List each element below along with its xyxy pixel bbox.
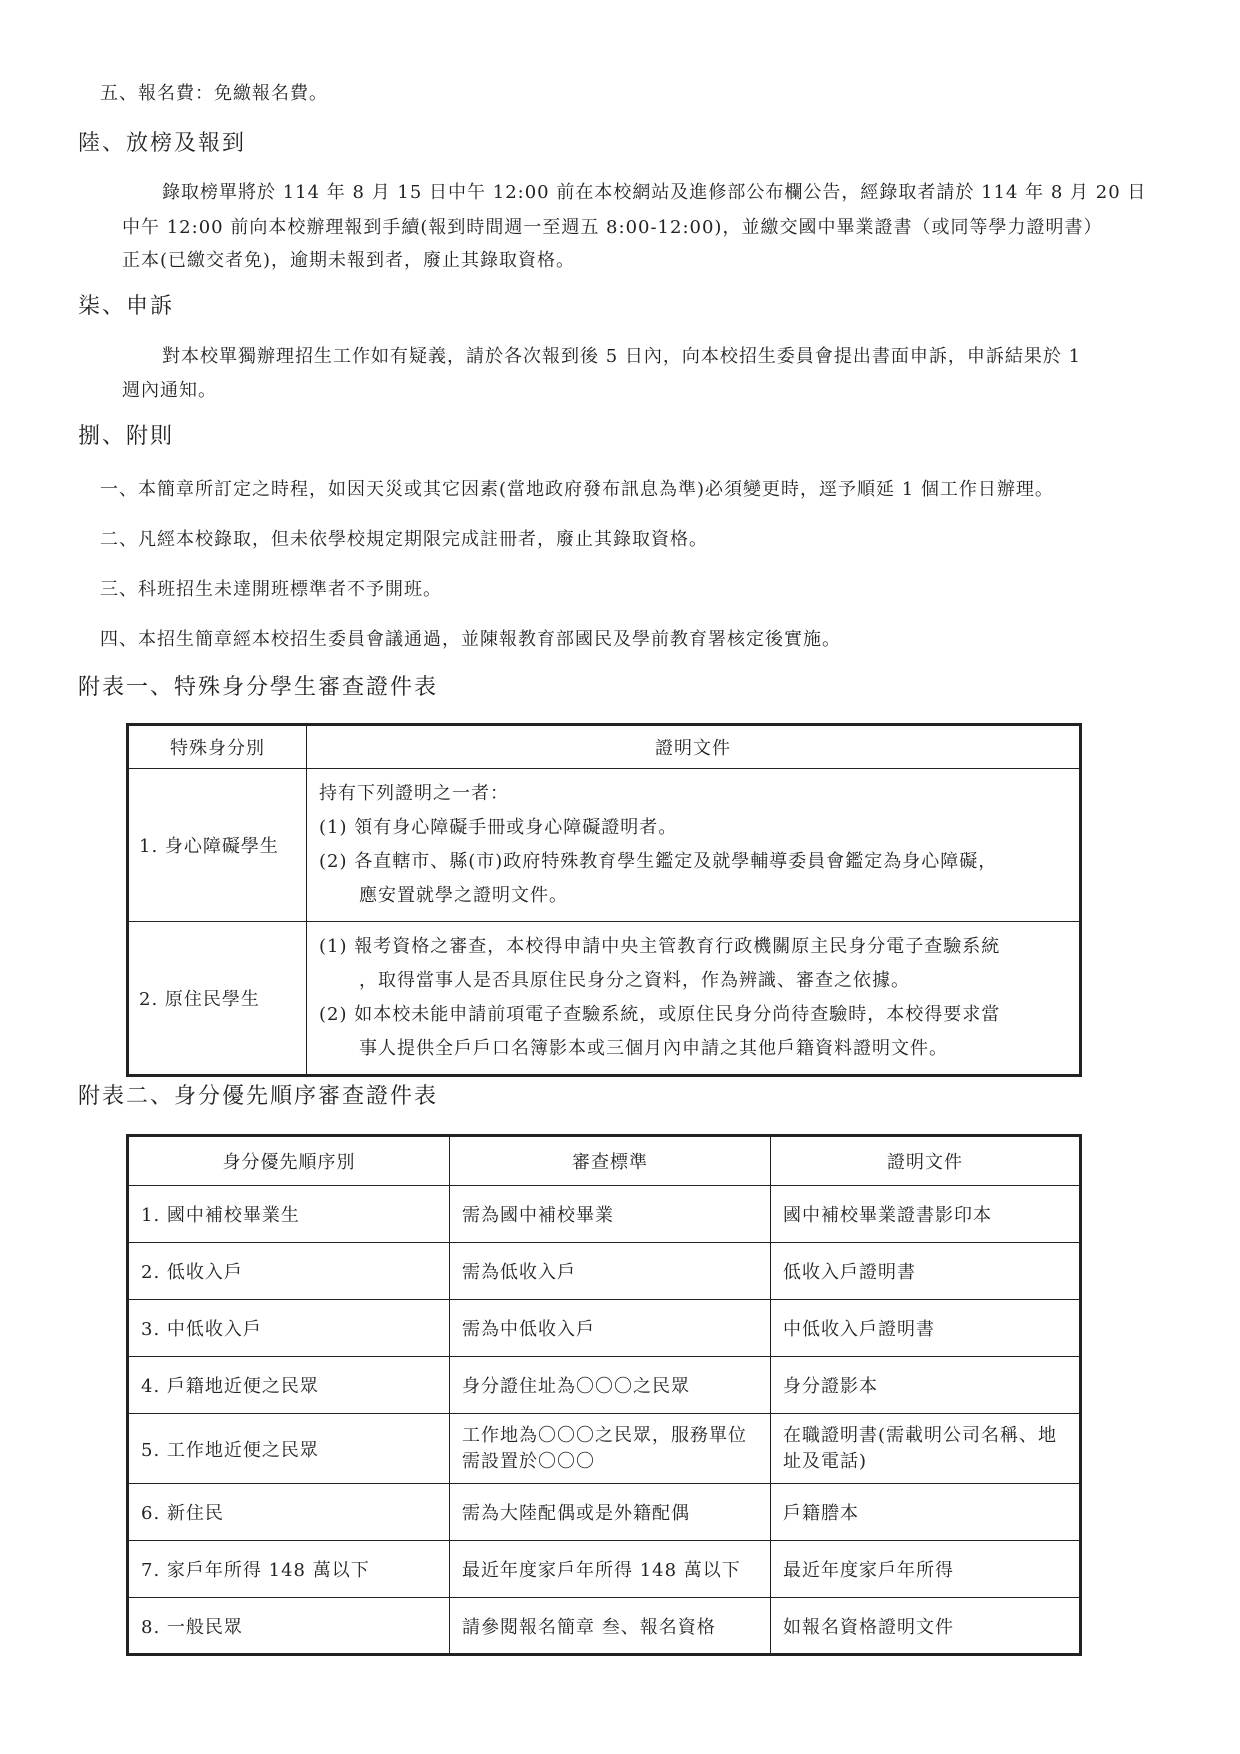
doc-line: (2) 如本校未能申請前項電子查驗系統，或原住民身分尚待查驗時，本校得要求當 <box>319 1004 1001 1025</box>
table-cell: 8. 一般民眾 <box>128 1598 450 1655</box>
section-8-item-3: 三、科班招生未達開班標準者不予開班。 <box>100 579 442 600</box>
table-cell: 需為大陸配偶或是外籍配偶 <box>450 1484 771 1541</box>
table-header-row <box>128 1136 1081 1186</box>
table-cell: 如報名資格證明文件 <box>771 1598 1081 1655</box>
table-header-cell: 證明文件 <box>771 1136 1081 1186</box>
table-cell: 在職證明書(需載明公司名稱、地址及電話) <box>771 1414 1081 1484</box>
table-cell: 中低收入戶證明書 <box>771 1300 1081 1357</box>
table-row <box>128 1541 1081 1598</box>
table-1-title: 附表一、特殊身分學生審查證件表 <box>78 675 439 700</box>
table-cell: 4. 戶籍地近便之民眾 <box>128 1357 450 1414</box>
table-cell: 戶籍謄本 <box>771 1484 1081 1541</box>
table-cell: 低收入戶證明書 <box>771 1243 1081 1300</box>
table-row <box>128 1484 1081 1541</box>
table-cell: 5. 工作地近便之民眾 <box>128 1414 450 1484</box>
table-header-cell: 特殊身分別 <box>128 725 307 769</box>
table-row <box>128 1186 1081 1243</box>
table-cell: 需為國中補校畢業 <box>450 1186 771 1243</box>
table-cell: 最近年度家戶年所得 <box>771 1541 1081 1598</box>
table-cell: 請參閱報名簡章 叁、報名資格 <box>450 1598 771 1655</box>
special-status-table <box>126 723 1082 1077</box>
doc-line: (1) 報考資格之審查，本校得申請中央主管教育行政機關原主民身分電子查驗系統 <box>319 936 1001 957</box>
table-cell: 身分證住址為〇〇〇之民眾 <box>450 1357 771 1414</box>
table-cell: 需為低收入戶 <box>450 1243 771 1300</box>
section-7-title: 柒、申訴 <box>78 294 175 319</box>
section-6-title: 陸、放榜及報到 <box>78 131 247 156</box>
section-7-para-line-1: 對本校單獨辦理招生工作如有疑義，請於各次報到後 5 日內，向本校招生委員會提出書面申訴，申訴結果於 1 <box>162 346 1082 367</box>
priority-status-table <box>126 1134 1082 1656</box>
doc-line: 應安置就學之證明文件。 <box>359 885 568 906</box>
doc-line: (2) 各直轄市、縣(市)政府特殊教育學生鑑定及就學輔導委員會鑑定為身心障礙， <box>319 851 998 872</box>
row-documents <box>307 769 1081 922</box>
table-row <box>128 1598 1081 1655</box>
section-8-title: 捌、附則 <box>78 424 175 449</box>
table-cell: 國中補校畢業證書影印本 <box>771 1186 1081 1243</box>
row-label: 1. 身心障礙學生 <box>128 769 307 922</box>
section-7-para-line-2: 週內通知。 <box>122 380 217 401</box>
section-6-para-line-1: 錄取榜單將於 114 年 8 月 15 日中午 12:00 前在本校網站及進修部公布欄公告，經錄取者請於 114 年 8 月 20 日 <box>162 182 1147 203</box>
table-cell: 工作地為〇〇〇之民眾，服務單位需設置於〇〇〇 <box>450 1414 771 1484</box>
table-header-row <box>128 725 1081 769</box>
table-row <box>128 1414 1081 1484</box>
section-8-item-4: 四、本招生簡章經本校招生委員會議通過，並陳報教育部國民及學前教育署核定後實施。 <box>100 629 841 650</box>
table-row <box>128 1243 1081 1300</box>
doc-line: ，取得當事人是否具原住民身分之資料，作為辨識、審查之依據。 <box>359 970 910 991</box>
doc-line: 持有下列證明之一者： <box>319 783 509 804</box>
section-8-item-1: 一、本簡章所訂定之時程，如因天災或其它因素(當地政府發布訊息為準)必須變更時，逕予順延 1 個工作日辦理。 <box>100 479 1054 500</box>
doc-line: (1) 領有身心障礙手冊或身心障礙證明者。 <box>319 817 678 838</box>
table-cell: 3. 中低收入戶 <box>128 1300 450 1357</box>
table-header-cell: 審查標準 <box>450 1136 771 1186</box>
section-8-item-2: 二、凡經本校錄取，但未依學校規定期限完成註冊者，廢止其錄取資格。 <box>100 529 708 550</box>
table-header-cell: 身分優先順序別 <box>128 1136 450 1186</box>
table-row <box>128 1300 1081 1357</box>
table-cell: 1. 國中補校畢業生 <box>128 1186 450 1243</box>
table-cell: 7. 家戶年所得 148 萬以下 <box>128 1541 450 1598</box>
table-row <box>128 769 1081 922</box>
table-2-title: 附表二、身分優先順序審查證件表 <box>78 1084 439 1109</box>
table-cell: 最近年度家戶年所得 148 萬以下 <box>450 1541 771 1598</box>
table-cell: 2. 低收入戶 <box>128 1243 450 1300</box>
section-6-para-line-3: 正本(已繳交者免)，逾期未報到者，廢止其錄取資格。 <box>122 250 576 271</box>
doc-line: 事人提供全戶戶口名簿影本或三個月內申請之其他戶籍資料證明文件。 <box>359 1038 948 1059</box>
section-6-para-line-2: 中午 12:00 前向本校辦理報到手續(報到時間週一至週五 8:00-12:00)，並繳交國中畢業證書（或同等學力證明書） <box>122 217 1103 238</box>
table-cell: 身分證影本 <box>771 1357 1081 1414</box>
row-documents <box>307 922 1081 1076</box>
row-label: 2. 原住民學生 <box>128 922 307 1076</box>
table-row <box>128 922 1081 1076</box>
item-registration-fee: 五、報名費：免繳報名費。 <box>100 83 328 104</box>
table-row <box>128 1357 1081 1414</box>
table-cell: 需為中低收入戶 <box>450 1300 771 1357</box>
table-header-cell: 證明文件 <box>307 725 1081 769</box>
table-cell: 6. 新住民 <box>128 1484 450 1541</box>
